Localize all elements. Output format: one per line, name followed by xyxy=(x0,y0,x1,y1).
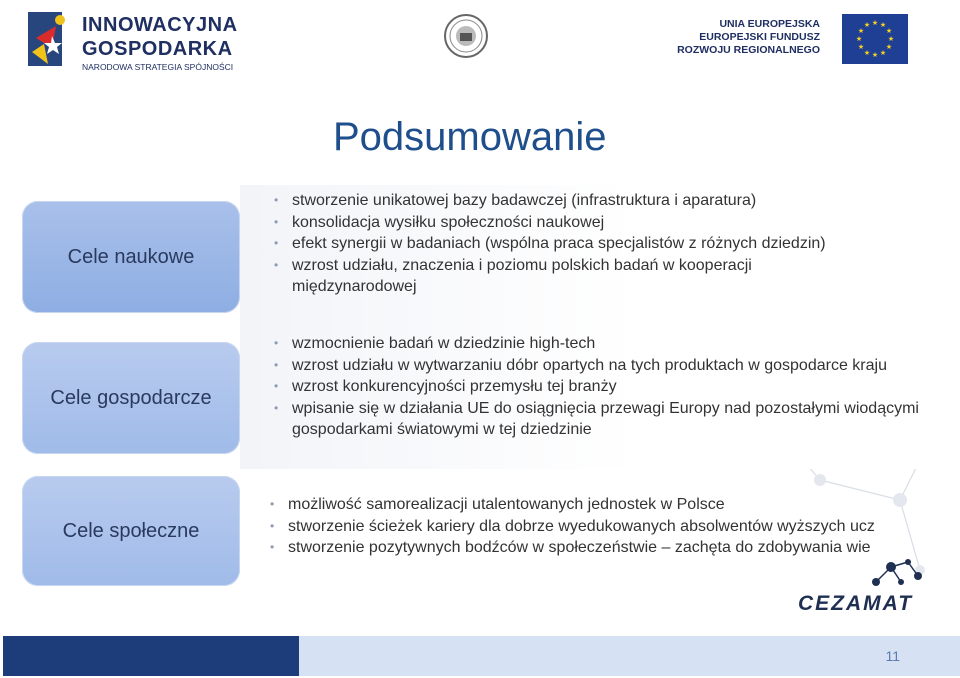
svg-text:★: ★ xyxy=(857,27,865,35)
logo-line-2: GOSPODARKA xyxy=(82,38,233,60)
list-item: • możliwość samorealizacji utalentowanych jednostek w Polsce xyxy=(262,494,960,516)
category-economy: Cele gospodarcze xyxy=(22,342,240,454)
logo-line-1: INNOWACYJNA xyxy=(82,14,238,36)
svg-text:★: ★ xyxy=(871,19,879,27)
category-social: Cele społeczne xyxy=(22,476,240,586)
university-seal-icon xyxy=(443,13,489,59)
eu-line-2: EUROPEJSKI FUNDUSZ xyxy=(699,31,820,43)
list-item: • wzrost udziału w wytwarzaniu dóbr opartych na tych produktach w gospodarce kraju xyxy=(266,355,946,377)
eu-flag-icon xyxy=(842,14,908,64)
list-item: • wzmocnienie badań w dziedzinie high-tech xyxy=(266,333,946,355)
list-item: • wzrost konkurencyjności przemysłu tej branży xyxy=(266,376,946,398)
science-goals-list xyxy=(266,190,826,298)
list-item: • stworzenie pozytywnych bodźców w społeczeństwie – zachęta do zdobywania wie xyxy=(262,537,960,559)
svg-text:★: ★ xyxy=(879,21,887,29)
logo-line-3: NARODOWA STRATEGIA SPÓJNOŚCI xyxy=(82,62,234,72)
category-science: Cele naukowe xyxy=(22,201,240,313)
svg-text:★: ★ xyxy=(863,21,871,29)
list-item: • stworzenie unikatowej bazy badawczej (infrastruktura i aparatura) xyxy=(266,190,826,212)
list-item: • efekt synergii w badaniach (wspólna praca specjalistów z różnych dziedzin) xyxy=(266,233,826,255)
economy-goals-list xyxy=(266,333,946,441)
slide-title: Podsumowanie xyxy=(333,115,607,159)
svg-text:★: ★ xyxy=(887,35,895,43)
svg-text:★: ★ xyxy=(879,49,887,57)
list-item: • wpisanie się w działania UE do osiągnięcia przewagi Europy nad pozostałymi wiodącymi gospodarkami światowymi w tej dziedzinie xyxy=(266,398,946,441)
svg-text:★: ★ xyxy=(863,49,871,57)
eu-line-3: ROZWOJU REGIONALNEGO xyxy=(677,44,820,56)
star-flag-icon xyxy=(22,8,74,72)
svg-text:★: ★ xyxy=(885,27,893,35)
footer-bar-light xyxy=(299,636,960,676)
innowacyjna-gospodarka-logo xyxy=(22,6,252,76)
svg-text:★: ★ xyxy=(871,51,879,59)
eu-fund-label xyxy=(677,18,820,57)
cezamat-logo xyxy=(798,556,928,616)
cezamat-wordmark: CEZAMAT xyxy=(798,592,914,615)
page-number: 11 xyxy=(885,648,900,664)
footer-bar-dark xyxy=(3,636,299,676)
svg-text:★: ★ xyxy=(855,35,863,43)
social-goals-list xyxy=(262,494,960,559)
list-item: • wzrost udziału, znaczenia i poziomu polskich badań w kooperacji międzynarodowej xyxy=(266,255,826,298)
molecule-icon xyxy=(866,552,926,592)
list-item: • stworzenie ścieżek kariery dla dobrze wyedukowanych absolwentów wyższych ucz xyxy=(262,516,960,538)
svg-text:★: ★ xyxy=(885,43,893,51)
list-item: • konsolidacja wysiłku społeczności naukowej xyxy=(266,212,826,234)
svg-text:★: ★ xyxy=(857,43,865,51)
eu-line-1: UNIA EUROPEJSKA xyxy=(719,18,820,30)
